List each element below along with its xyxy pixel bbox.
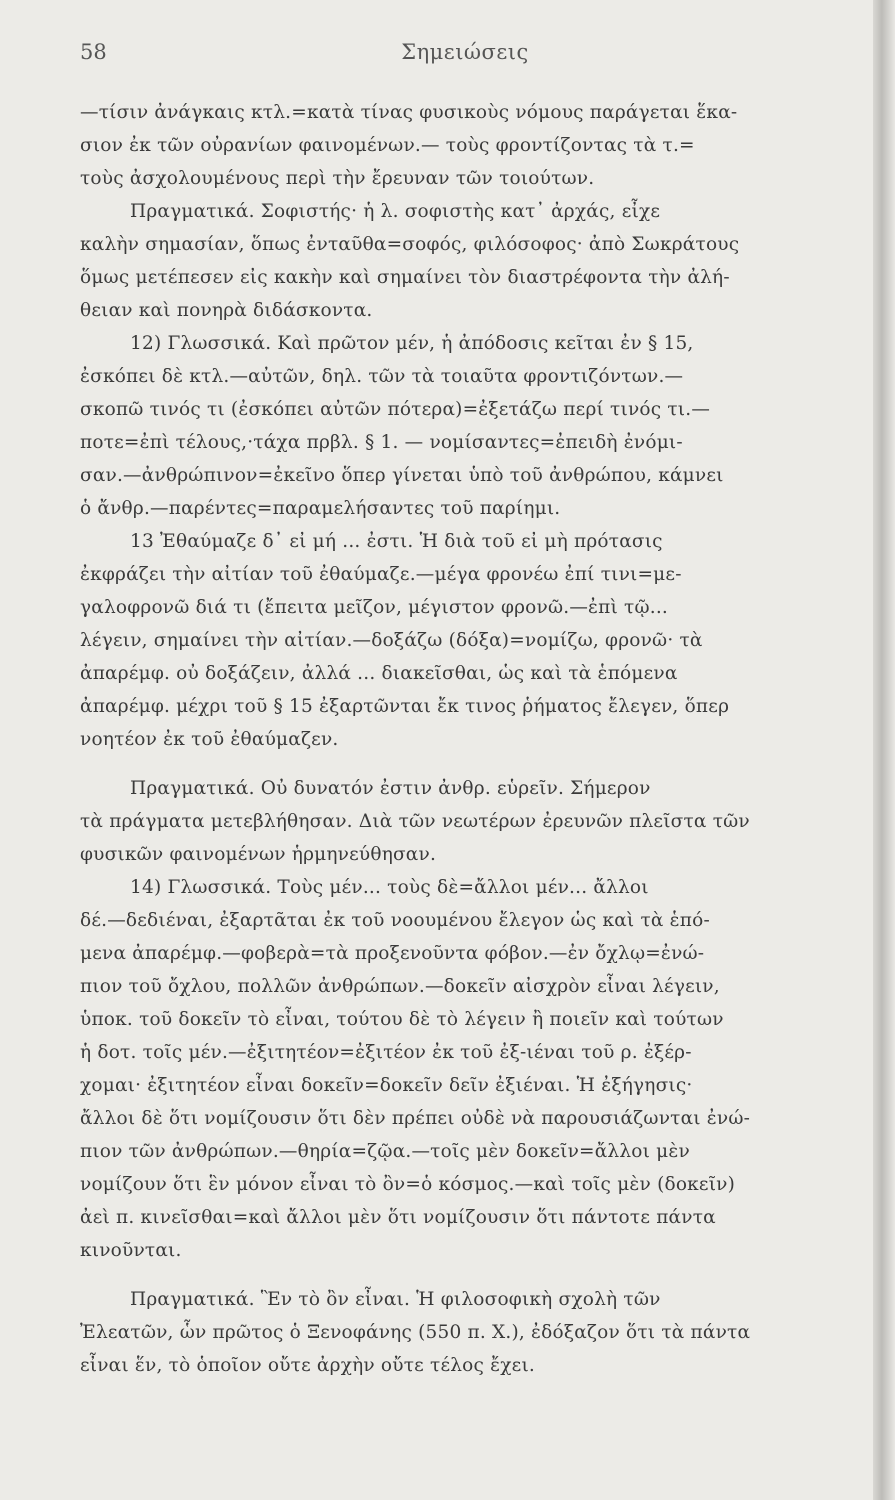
text-line: —τίσιν ἀνάγκαις κτλ.=κατὰ τίνας φυσικοὺς νόμους παράγεται ἕκα- — [80, 102, 738, 123]
text-line: ὑποκ. τοῦ δοκεῖν τὸ εἶναι, τούτου δὲ τὸ λέγειν ἢ ποιεῖν καὶ τούτων — [80, 1009, 724, 1030]
text-line: τοὺς ἀσχολουμένους περὶ τὴν ἔρευναν τῶν τοιούτων. — [80, 168, 595, 189]
text-line: κινοῦνται. — [80, 1240, 182, 1261]
text-line: ἐσκόπει δὲ κτλ.—αὐτῶν, δηλ. τῶν τὰ τοιαῦτα φροντιζόντων.— — [80, 366, 684, 387]
text-line: Ἐλεατῶν, ὧν πρῶτος ὁ Ξενοφάνης (550 π. Χ.), ἐδόξαζον ὅτι τὰ πάντα — [80, 1322, 751, 1343]
text-line: πιον τῶν ἀνθρώπων.—θηρία=ζῷα.—τοῖς μὲν δοκεῖν=ἄλλοι μὲν — [80, 1141, 690, 1162]
text-line: ἐκφράζει τὴν αἰτίαν τοῦ ἐθαύμαζε.—μέγα φρονέω ἐπί τινι=με- — [80, 564, 682, 585]
text-line: ἀπαρέμφ. οὐ δοξάζειν, ἀλλά ... διακεῖσθαι, ὡς καὶ τὰ ἑπόμενα — [80, 663, 678, 684]
text-line: 12) Γλωσσικά. Καὶ πρῶτον μέν, ἡ ἀπόδοσις κεῖται ἐν § 15, — [130, 333, 694, 354]
text-line: λέγειν, σημαίνει τὴν αἰτίαν.—δοξάζω (δόξα)=νομίζω, φρονῶ· τὰ — [80, 630, 703, 651]
text-line: ἄλλοι δὲ ὅτι νομίζουσιν ὅτι δὲν πρέπει οὐδὲ νὰ παρουσιάζωνται ἐνώ- — [80, 1108, 751, 1129]
notes-text — [80, 96, 850, 1382]
text-line: δέ.—δεδιέναι, ἐξαρτᾶται ἐκ τοῦ νοουμένου ἔλεγον ὡς καὶ τὰ ἑπό- — [80, 910, 710, 931]
text-line: θειαν καὶ πονηρὰ διδάσκοντα. — [80, 300, 373, 321]
text-line: χομαι· ἐξιτητέον εἶναι δοκεῖν=δοκεῖν δεῖν ἐξιέναι. Ἡ ἐξήγησις· — [80, 1075, 693, 1096]
text-line: καλὴν σημασίαν, ὅπως ἐνταῦθα=σοφός, φιλόσοφος· ἀπὸ Σωκράτους — [80, 234, 740, 255]
text-line: μενα ἀπαρέμφ.—φοβερὰ=τὰ προξενοῦντα φόβον.—ἐν ὄχλῳ=ἐνώ- — [80, 943, 705, 964]
running-title: Σημειώσεις — [401, 40, 529, 64]
text-line: τὰ πράγματα μετεβλήθησαν. Διὰ τῶν νεωτέρων ἐρευνῶν πλεῖστα τῶν — [80, 811, 750, 832]
text-line: νομίζουν ὅτι ἓν μόνον εἶναι τὸ ὂν=ὁ κόσμος.—καὶ τοῖς μὲν (δοκεῖν) — [80, 1174, 736, 1195]
text-line: πιον τοῦ ὄχλου, πολλῶν ἀνθρώπων.—δοκεῖν αἰσχρὸν εἶναι λέγειν, — [80, 976, 720, 997]
page-edge-shadow — [873, 0, 895, 1500]
text-line: ποτε=ἐπὶ τέλους,·τάχα πρβλ. § 1. — νομίσαντες=ἐπειδὴ ἐνόμι- — [80, 432, 683, 453]
text-line: σιον ἐκ τῶν οὐρανίων φαινομένων.— τοὺς φροντίζοντας τὰ τ.= — [80, 135, 695, 156]
text-line: Πραγματικά. Οὐ δυνατόν ἐστιν ἀνθρ. εὑρεῖν. Σήμερον — [130, 778, 651, 799]
text-line: 14) Γλωσσικά. Τοὺς μέν... τοὺς δὲ=ἄλλοι μέν... ἄλλοι — [130, 877, 649, 898]
text-line: νοητέον ἐκ τοῦ ἐθαύμαζεν. — [80, 729, 339, 750]
text-line: ἡ δοτ. τοῖς μέν.—ἐξιτητέον=ἐξιτέον ἐκ τοῦ ἐξ-ιέναι τοῦ ρ. ἐξέρ- — [80, 1042, 692, 1063]
page-number: 58 — [80, 40, 107, 64]
text-line: γαλοφρονῶ διά τι (ἔπειτα μεῖζον, μέγιστον φρονῶ.—ἐπὶ τῷ... — [80, 597, 669, 618]
text-line: Πραγματικά. Ἓν τὸ ὂν εἶναι. Ἡ φιλοσοφικὴ σχολὴ τῶν — [130, 1289, 661, 1310]
text-line: 13 Ἐθαύμαζε δ᾽ εἰ μή ... ἐστι. Ἡ διὰ τοῦ εἰ μὴ πρότασις — [130, 531, 663, 552]
text-line: ἀεὶ π. κινεῖσθαι=καὶ ἄλλοι μὲν ὅτι νομίζουσιν ὅτι πάντοτε πάντα — [80, 1207, 716, 1228]
page-header — [80, 40, 850, 76]
text-line: ἀπαρέμφ. μέχρι τοῦ § 15 ἐξαρτῶνται ἔκ τινος ῥήματος ἔλεγεν, ὅπερ — [80, 696, 730, 717]
text-line: εἶναι ἕν, τὸ ὁποῖον οὔτε ἀρχὴν οὔτε τέλος ἔχει. — [80, 1355, 535, 1376]
text-line: σκοπῶ τινός τι (ἐσκόπει αὐτῶν πότερα)=ἐξετάζω περί τινός τι.— — [80, 399, 711, 420]
text-line: ὅμως μετέπεσεν εἰς κακὴν καὶ σημαίνει τὸν διαστρέφοντα τὴν ἀλή- — [80, 267, 730, 288]
text-line: σαν.—ἀνθρώπινον=ἐκεῖνο ὅπερ γίνεται ὑπὸ τοῦ ἀνθρώπου, κάμνει — [80, 465, 724, 486]
text-line: φυσικῶν φαινομένων ἡρμηνεύθησαν. — [80, 844, 437, 865]
text-line: ὁ ἄνθρ.—παρέντες=παραμελήσαντες τοῦ παρίημι. — [80, 498, 561, 519]
text-line: Πραγματικά. Σοφιστής· ἡ λ. σοφιστὴς κατ᾽ ἀρχάς, εἶχε — [130, 201, 661, 222]
